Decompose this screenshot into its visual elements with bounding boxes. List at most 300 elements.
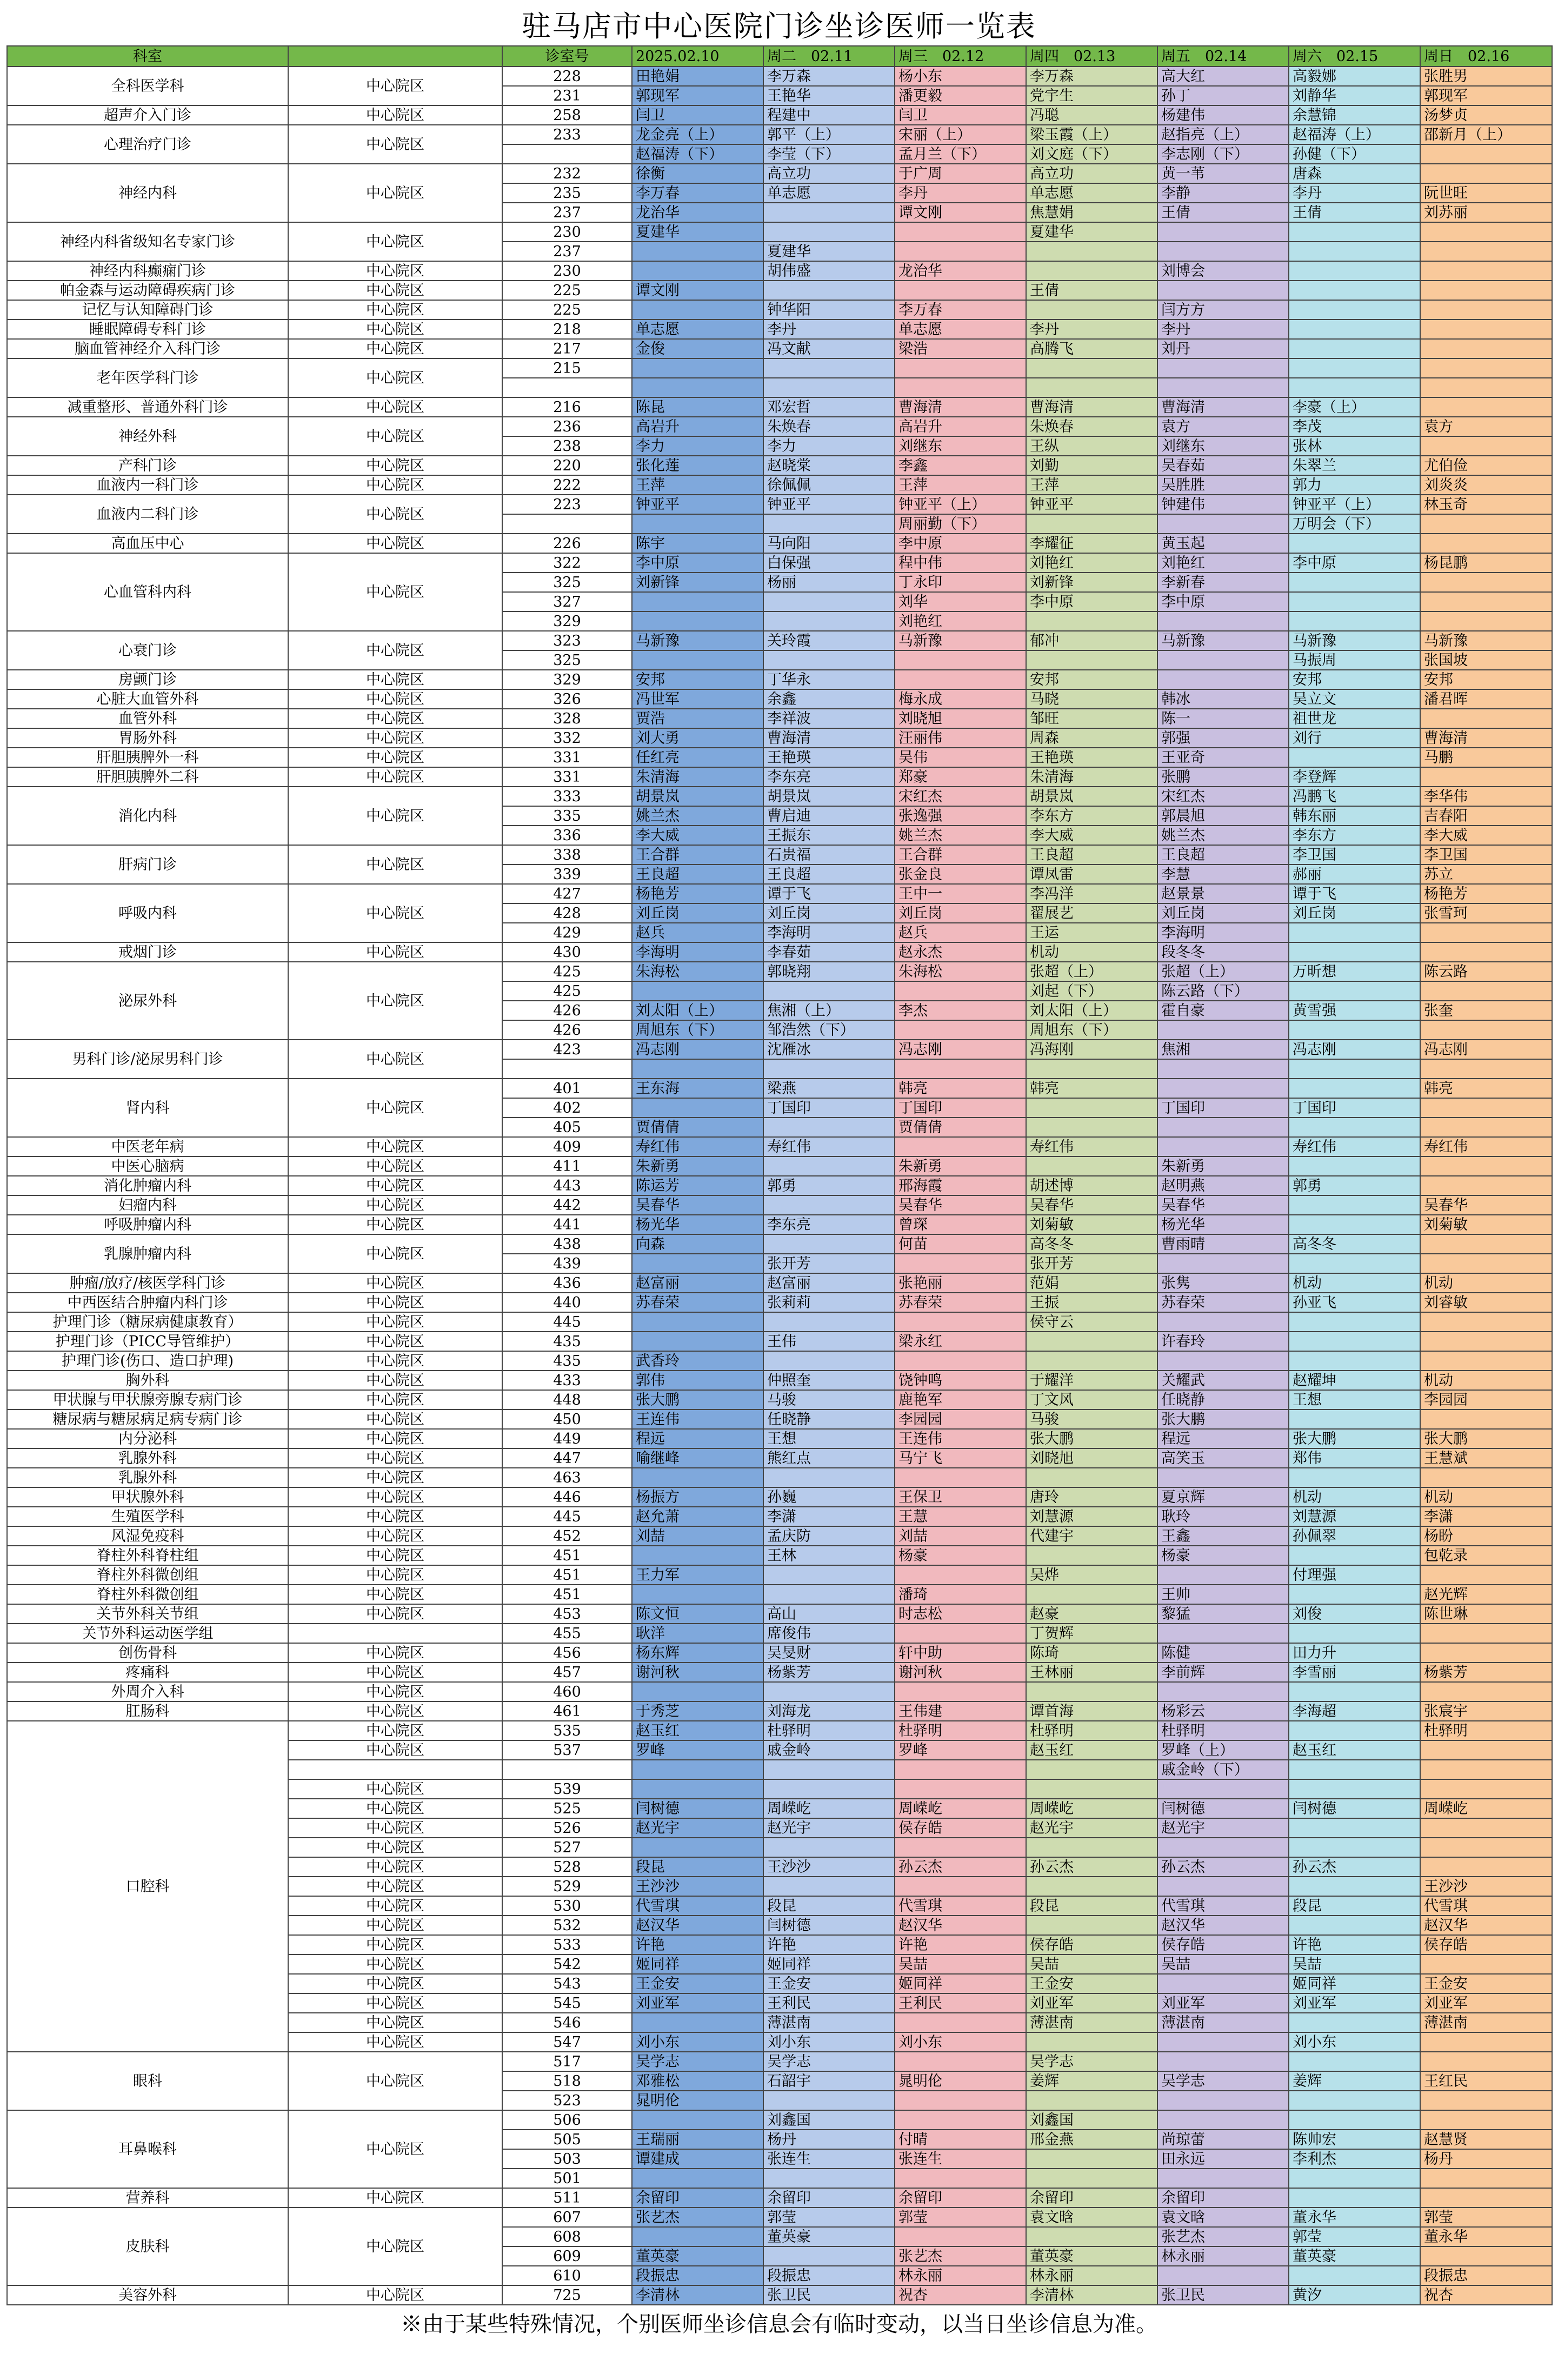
doctor-cell: 姜辉 xyxy=(1289,2071,1420,2091)
room-cell: 339 xyxy=(502,865,632,884)
department-cell: 肝胆胰脾外一科 xyxy=(7,748,288,767)
campus-cell: 中心院区 xyxy=(288,1740,502,1760)
doctor-cell: 吴春茹 xyxy=(1157,456,1289,475)
doctor-cell: 周嵘屹 xyxy=(1026,1799,1157,1818)
table-row xyxy=(7,1371,1552,1390)
doctor-cell: 寿红伟 xyxy=(763,1137,895,1156)
doctor-cell: 晁明伦 xyxy=(895,2071,1026,2091)
doctor-cell xyxy=(1157,281,1289,300)
department-cell: 心衰门诊 xyxy=(7,631,288,670)
doctor-cell xyxy=(1420,164,1552,183)
doctor-cell: 李丹 xyxy=(763,320,895,339)
table-row xyxy=(7,553,1552,573)
campus-cell: 中心院区 xyxy=(288,1954,502,1974)
doctor-cell: 向森 xyxy=(632,1234,763,1254)
doctor-cell: 李雪丽 xyxy=(1289,1663,1420,1682)
doctor-cell: 李前辉 xyxy=(1157,1663,1289,1682)
doctor-cell xyxy=(632,1585,763,1604)
doctor-cell: 陈帅宏 xyxy=(1289,2130,1420,2149)
room-cell: 230 xyxy=(502,261,632,281)
campus-cell: 中心院区 xyxy=(288,261,502,281)
doctor-cell xyxy=(1026,1682,1157,1701)
doctor-cell xyxy=(1420,1682,1552,1701)
table-row xyxy=(7,1040,1552,1059)
doctor-cell: 杨艳芳 xyxy=(1420,884,1552,903)
table-row xyxy=(7,1643,1552,1663)
doctor-cell xyxy=(1420,592,1552,611)
doctor-cell: 关玲霞 xyxy=(763,631,895,650)
doctor-cell: 刘丘岗 xyxy=(1289,903,1420,923)
doctor-cell: 石贵福 xyxy=(763,845,895,865)
doctor-cell: 刘文庭（下） xyxy=(1026,144,1157,164)
doctor-cell: 付理强 xyxy=(1289,1565,1420,1585)
doctor-cell xyxy=(1420,1565,1552,1585)
table-row xyxy=(7,1351,1552,1371)
doctor-cell: 马骏 xyxy=(763,1390,895,1410)
doctor-cell xyxy=(895,2227,1026,2246)
department-cell: 美容外科 xyxy=(7,2285,288,2305)
doctor-cell: 刘继东 xyxy=(1157,436,1289,456)
doctor-cell: 谭于飞 xyxy=(1289,884,1420,903)
doctor-cell xyxy=(895,1312,1026,1332)
doctor-cell xyxy=(1289,1195,1420,1215)
doctor-cell: 陈世琳 xyxy=(1420,1604,1552,1624)
campus-cell: 中心院区 xyxy=(288,1137,502,1156)
table-row xyxy=(7,1156,1552,1176)
doctor-cell: 曹海清 xyxy=(1420,728,1552,748)
campus-cell: 中心院区 xyxy=(288,1371,502,1390)
doctor-cell: 刘亚军 xyxy=(1289,1993,1420,2013)
doctor-cell: 丁文风 xyxy=(1026,1390,1157,1410)
doctor-cell: 薄湛南 xyxy=(1157,2013,1289,2032)
doctor-cell xyxy=(1420,339,1552,358)
campus-cell: 中心院区 xyxy=(288,670,502,689)
doctor-cell xyxy=(1157,358,1289,378)
doctor-cell: 王合群 xyxy=(632,845,763,865)
room-cell: 527 xyxy=(502,1838,632,1857)
doctor-cell xyxy=(1026,2169,1157,2188)
doctor-cell: 梁燕 xyxy=(763,1079,895,1098)
doctor-cell xyxy=(1420,242,1552,261)
doctor-cell xyxy=(1420,1176,1552,1195)
doctor-cell: 何苗 xyxy=(895,1234,1026,1254)
doctor-cell: 张大鹏 xyxy=(1026,1429,1157,1448)
doctor-cell: 刘博会 xyxy=(1157,261,1289,281)
doctor-cell xyxy=(895,1254,1026,1273)
table-row xyxy=(7,495,1552,514)
doctor-cell xyxy=(1157,2110,1289,2130)
table-row xyxy=(7,709,1552,728)
table-row xyxy=(7,748,1552,767)
doctor-cell xyxy=(1420,1098,1552,1118)
doctor-cell xyxy=(1420,1857,1552,1877)
doctor-cell: 赵玉红 xyxy=(632,1721,763,1740)
doctor-cell xyxy=(895,650,1026,670)
department-cell: 心理治疗门诊 xyxy=(7,125,288,164)
doctor-cell: 阮世旺 xyxy=(1420,183,1552,203)
department-cell: 胃肠外科 xyxy=(7,728,288,748)
doctor-cell: 沈雁冰 xyxy=(763,1040,895,1059)
doctor-cell xyxy=(1420,222,1552,242)
department-cell: 皮肤科 xyxy=(7,2208,288,2285)
doctor-cell: 赵光宇 xyxy=(763,1818,895,1838)
doctor-cell: 刘海龙 xyxy=(763,1701,895,1721)
room-cell: 505 xyxy=(502,2130,632,2149)
doctor-cell: 机动 xyxy=(1289,1487,1420,1507)
doctor-cell: 高笑玉 xyxy=(1157,1448,1289,1468)
doctor-cell xyxy=(1289,378,1420,397)
room-cell xyxy=(502,1760,632,1779)
doctor-cell: 田艳娟 xyxy=(632,67,763,86)
doctor-cell: 贾浩 xyxy=(632,709,763,728)
table-row xyxy=(7,320,1552,339)
doctor-cell: 赵允萧 xyxy=(632,1507,763,1526)
doctor-cell xyxy=(1420,767,1552,787)
doctor-cell: 吴胜胜 xyxy=(1157,475,1289,495)
doctor-cell xyxy=(1289,748,1420,767)
campus-cell: 中心院区 xyxy=(288,281,502,300)
doctor-cell: 寿红伟 xyxy=(1026,1137,1157,1156)
doctor-cell: 夏京辉 xyxy=(1157,1487,1289,1507)
doctor-cell xyxy=(763,1118,895,1137)
doctor-cell xyxy=(1289,1215,1420,1234)
campus-cell: 中心院区 xyxy=(288,1877,502,1896)
doctor-cell: 张胜男 xyxy=(1420,67,1552,86)
campus-cell: 中心院区 xyxy=(288,456,502,475)
doctor-cell: 王利民 xyxy=(763,1993,895,2013)
room-cell: 546 xyxy=(502,2013,632,2032)
doctor-cell: 张超（上） xyxy=(1026,962,1157,981)
doctor-cell: 赵福涛（下） xyxy=(632,144,763,164)
doctor-cell: 王连伟 xyxy=(895,1429,1026,1448)
doctor-cell xyxy=(763,1838,895,1857)
doctor-cell: 王想 xyxy=(763,1429,895,1448)
doctor-cell: 许艳 xyxy=(632,1935,763,1954)
doctor-cell xyxy=(632,1254,763,1273)
doctor-cell: 姬同祥 xyxy=(632,1954,763,1974)
doctor-cell xyxy=(1289,1877,1420,1896)
doctor-cell xyxy=(1420,1156,1552,1176)
campus-cell: 中心院区 xyxy=(288,1390,502,1410)
doctor-cell xyxy=(763,378,895,397)
room-cell xyxy=(502,514,632,534)
doctor-cell: 侯存皓 xyxy=(1157,1935,1289,1954)
doctor-cell: 王艳华 xyxy=(763,86,895,105)
doctor-cell: 田永远 xyxy=(1157,2149,1289,2169)
doctor-cell xyxy=(895,1682,1026,1701)
doctor-cell: 冯志刚 xyxy=(895,1040,1026,1059)
room-cell: 511 xyxy=(502,2188,632,2208)
doctor-cell: 胡伟盛 xyxy=(763,261,895,281)
doctor-cell: 林玉奇 xyxy=(1420,495,1552,514)
doctor-cell: 黎猛 xyxy=(1157,1604,1289,1624)
doctor-cell xyxy=(1026,1585,1157,1604)
doctor-cell xyxy=(763,514,895,534)
doctor-cell: 张大鹏 xyxy=(1289,1429,1420,1448)
doctor-cell: 杨东辉 xyxy=(632,1643,763,1663)
doctor-cell: 刘炎炎 xyxy=(1420,475,1552,495)
doctor-cell: 张鹏 xyxy=(1157,767,1289,787)
room-cell: 525 xyxy=(502,1799,632,1818)
doctor-cell: 陈健 xyxy=(1157,1643,1289,1663)
table-row xyxy=(7,2110,1552,2130)
campus-cell: 中心院区 xyxy=(288,222,502,261)
doctor-cell: 袁方 xyxy=(1157,417,1289,436)
room-cell: 523 xyxy=(502,2091,632,2110)
doctor-cell: 钟亚平（上） xyxy=(1289,495,1420,514)
doctor-cell: 谭于飞 xyxy=(763,884,895,903)
doctor-cell: 吉春阳 xyxy=(1420,806,1552,826)
doctor-cell: 赵光辉 xyxy=(1420,1585,1552,1604)
doctor-cell: 王良超 xyxy=(632,865,763,884)
doctor-cell: 党宇生 xyxy=(1026,86,1157,105)
doctor-cell xyxy=(632,358,763,378)
doctor-cell: 邓雅松 xyxy=(632,2071,763,2091)
doctor-cell: 谢河秋 xyxy=(632,1663,763,1682)
doctor-cell: 李东亮 xyxy=(763,767,895,787)
doctor-cell: 姚兰杰 xyxy=(632,806,763,826)
table-row xyxy=(7,1721,1552,1740)
doctor-cell: 祖世龙 xyxy=(1289,709,1420,728)
doctor-cell: 孙云杰 xyxy=(1026,1857,1157,1877)
doctor-cell: 戚金岭 xyxy=(763,1740,895,1760)
doctor-cell xyxy=(1420,378,1552,397)
doctor-cell xyxy=(1026,1468,1157,1487)
doctor-cell: 曹海清 xyxy=(1157,397,1289,417)
doctor-cell: 周森 xyxy=(1026,728,1157,748)
doctor-cell: 李中原 xyxy=(1026,592,1157,611)
table-row xyxy=(7,1585,1552,1604)
doctor-cell: 谭建成 xyxy=(632,2149,763,2169)
room-cell: 230 xyxy=(502,222,632,242)
campus-cell: 中心院区 xyxy=(288,1448,502,1468)
doctor-cell xyxy=(1289,2052,1420,2071)
table-row xyxy=(7,1624,1552,1643)
doctor-cell: 刘太阳（上） xyxy=(1026,1001,1157,1020)
doctor-cell xyxy=(1026,650,1157,670)
doctor-cell: 赵玉红 xyxy=(1026,1740,1157,1760)
doctor-cell: 李中原 xyxy=(895,534,1026,553)
department-cell: 乳腺肿瘤内科 xyxy=(7,1234,288,1273)
doctor-cell: 谭首海 xyxy=(1026,1701,1157,1721)
table-row xyxy=(7,1604,1552,1624)
room-cell: 447 xyxy=(502,1448,632,1468)
doctor-cell xyxy=(1420,1818,1552,1838)
doctor-cell xyxy=(1420,611,1552,631)
doctor-cell: 李东亮 xyxy=(763,1215,895,1234)
doctor-cell: 闫卫 xyxy=(895,105,1026,125)
doctor-cell: 朱海松 xyxy=(632,962,763,981)
doctor-cell: 刘喆 xyxy=(632,1526,763,1546)
room-cell: 533 xyxy=(502,1935,632,1954)
doctor-cell: 焦慧娟 xyxy=(1026,203,1157,222)
table-row xyxy=(7,222,1552,242)
doctor-cell: 单志愿 xyxy=(632,320,763,339)
doctor-cell xyxy=(895,1877,1026,1896)
doctor-cell: 刘睿敏 xyxy=(1420,1293,1552,1312)
department-cell: 中医老年病 xyxy=(7,1137,288,1156)
room-cell: 325 xyxy=(502,650,632,670)
doctor-cell xyxy=(895,1565,1026,1585)
doctor-cell xyxy=(1420,1332,1552,1351)
doctor-cell: 郭莹 xyxy=(1420,2208,1552,2227)
doctor-cell: 罗峰（上） xyxy=(1157,1740,1289,1760)
doctor-cell: 于耀洋 xyxy=(1026,1371,1157,1390)
room-cell: 530 xyxy=(502,1896,632,1916)
doctor-cell: 杨昆鹏 xyxy=(1420,553,1552,573)
doctor-cell xyxy=(1420,358,1552,378)
doctor-cell: 龙金亮（上） xyxy=(632,125,763,144)
campus-cell: 中心院区 xyxy=(288,1663,502,1682)
doctor-cell: 邵新月（上） xyxy=(1420,125,1552,144)
room-cell: 423 xyxy=(502,1040,632,1059)
table-row xyxy=(7,1526,1552,1546)
department-cell: 男科门诊/泌尿男科门诊 xyxy=(7,1040,288,1079)
doctor-cell xyxy=(763,1312,895,1332)
doctor-cell xyxy=(1289,300,1420,320)
room-cell: 426 xyxy=(502,1020,632,1040)
doctor-cell: 代雪琪 xyxy=(632,1896,763,1916)
doctor-cell: 杨豪 xyxy=(895,1546,1026,1565)
department-cell: 肿瘤/放疗/核医学科门诊 xyxy=(7,1273,288,1293)
doctor-cell: 曹海清 xyxy=(1026,397,1157,417)
doctor-cell: 龙治华 xyxy=(632,203,763,222)
table-row xyxy=(7,1195,1552,1215)
doctor-cell xyxy=(1420,1740,1552,1760)
doctor-cell: 白保强 xyxy=(763,553,895,573)
doctor-cell xyxy=(632,1546,763,1565)
department-cell: 脊柱外科微创组 xyxy=(7,1585,288,1604)
doctor-cell: 马振周 xyxy=(1289,650,1420,670)
doctor-cell xyxy=(1289,222,1420,242)
doctor-cell: 高大红 xyxy=(1157,67,1289,86)
doctor-cell: 李春茹 xyxy=(763,942,895,962)
department-cell: 呼吸肿瘤内科 xyxy=(7,1215,288,1234)
doctor-cell: 刘俊 xyxy=(1289,1604,1420,1624)
doctor-cell: 吴喆 xyxy=(1026,1954,1157,1974)
doctor-cell: 刘艳红 xyxy=(895,611,1026,631)
doctor-cell xyxy=(1420,1779,1552,1799)
doctor-cell: 赵汉华 xyxy=(1157,1916,1289,1935)
doctor-cell xyxy=(1420,1254,1552,1273)
doctor-cell xyxy=(895,2052,1026,2071)
doctor-cell: 杨紫芳 xyxy=(1420,1663,1552,1682)
doctor-cell: 曹海清 xyxy=(895,397,1026,417)
doctor-cell xyxy=(1420,1234,1552,1254)
doctor-cell: 余留印 xyxy=(1026,2188,1157,2208)
doctor-cell: 高立功 xyxy=(1026,164,1157,183)
doctor-cell xyxy=(1026,1332,1157,1351)
doctor-cell: 姬同祥 xyxy=(895,1974,1026,1993)
doctor-cell xyxy=(895,1624,1026,1643)
doctor-cell: 刘勤 xyxy=(1026,456,1157,475)
doctor-cell: 喻继峰 xyxy=(632,1448,763,1468)
doctor-cell: 郭力 xyxy=(1289,475,1420,495)
doctor-cell xyxy=(1026,2149,1157,2169)
doctor-cell: 刘静华 xyxy=(1289,86,1420,105)
doctor-cell: 周旭东（下） xyxy=(1026,1020,1157,1040)
doctor-cell xyxy=(763,592,895,611)
doctor-cell xyxy=(1157,242,1289,261)
doctor-cell: 吴春华 xyxy=(632,1195,763,1215)
doctor-cell: 谢河秋 xyxy=(895,1663,1026,1682)
campus-cell: 中心院区 xyxy=(288,1916,502,1935)
doctor-cell: 李万春 xyxy=(632,183,763,203)
doctor-cell: 高毅娜 xyxy=(1289,67,1420,86)
doctor-cell: 余鑫 xyxy=(763,689,895,709)
table-row xyxy=(7,1487,1552,1507)
campus-cell: 中心院区 xyxy=(288,2013,502,2032)
doctor-cell: 陈一 xyxy=(1157,709,1289,728)
doctor-cell: 周旭东（下） xyxy=(632,1020,763,1040)
doctor-cell: 李清林 xyxy=(1026,2285,1157,2305)
doctor-cell: 曾琛 xyxy=(895,1215,1026,1234)
doctor-cell: 吴烨 xyxy=(1026,1565,1157,1585)
doctor-cell: 冯鹏飞 xyxy=(1289,787,1420,806)
doctor-cell: 邢金燕 xyxy=(1026,2130,1157,2149)
doctor-cell: 赵耀坤 xyxy=(1289,1371,1420,1390)
doctor-cell: 安邦 xyxy=(632,670,763,689)
doctor-cell xyxy=(1289,2110,1420,2130)
campus-cell: 中心院区 xyxy=(288,1215,502,1234)
doctor-cell: 王红民 xyxy=(1420,2071,1552,2091)
campus-cell: 中心院区 xyxy=(288,709,502,728)
doctor-cell: 薄湛南 xyxy=(1420,2013,1552,2032)
campus-cell: 中心院区 xyxy=(288,1721,502,1740)
header-cell: 科室 xyxy=(7,46,288,67)
doctor-cell xyxy=(632,1468,763,1487)
doctor-cell: 赵兵 xyxy=(895,923,1026,942)
room-cell: 237 xyxy=(502,203,632,222)
doctor-cell xyxy=(1026,1760,1157,1779)
table-row xyxy=(7,1234,1552,1254)
table-row xyxy=(7,1079,1552,1098)
doctor-cell: 宋红杰 xyxy=(895,787,1026,806)
room-cell: 535 xyxy=(502,1721,632,1740)
campus-cell: 中心院区 xyxy=(288,1040,502,1079)
doctor-cell xyxy=(1289,923,1420,942)
doctor-cell: 宋红杰 xyxy=(1157,787,1289,806)
doctor-cell xyxy=(1289,2188,1420,2208)
department-cell: 糖尿病与糖尿病足病专病门诊 xyxy=(7,1410,288,1429)
doctor-cell: 王力军 xyxy=(632,1565,763,1585)
doctor-cell: 郝丽 xyxy=(1289,865,1420,884)
department-cell: 神经内科省级知名专家门诊 xyxy=(7,222,288,261)
room-cell: 430 xyxy=(502,942,632,962)
table-row xyxy=(7,1390,1552,1410)
doctor-cell: 冯世军 xyxy=(632,689,763,709)
doctor-cell: 李冯洋 xyxy=(1026,884,1157,903)
doctor-cell: 袁文晗 xyxy=(1157,2208,1289,2227)
room-cell: 450 xyxy=(502,1410,632,1429)
doctor-cell: 马宁飞 xyxy=(895,1448,1026,1468)
doctor-cell: 鹿艳军 xyxy=(895,1390,1026,1410)
doctor-cell: 梁永红 xyxy=(895,1332,1026,1351)
department-cell: 眼科 xyxy=(7,2052,288,2110)
campus-cell: 中心院区 xyxy=(288,1643,502,1663)
room-cell: 440 xyxy=(502,1293,632,1312)
doctor-cell xyxy=(1157,611,1289,631)
doctor-cell: 张卫民 xyxy=(1157,2285,1289,2305)
doctor-cell: 机动 xyxy=(1026,942,1157,962)
doctor-cell: 徐衡 xyxy=(632,164,763,183)
doctor-cell: 孙云杰 xyxy=(1157,1857,1289,1877)
doctor-cell xyxy=(1289,1721,1420,1740)
doctor-cell xyxy=(1420,1020,1552,1040)
doctor-cell: 张逸强 xyxy=(895,806,1026,826)
doctor-cell xyxy=(632,1059,763,1079)
campus-cell: 中心院区 xyxy=(288,1935,502,1954)
